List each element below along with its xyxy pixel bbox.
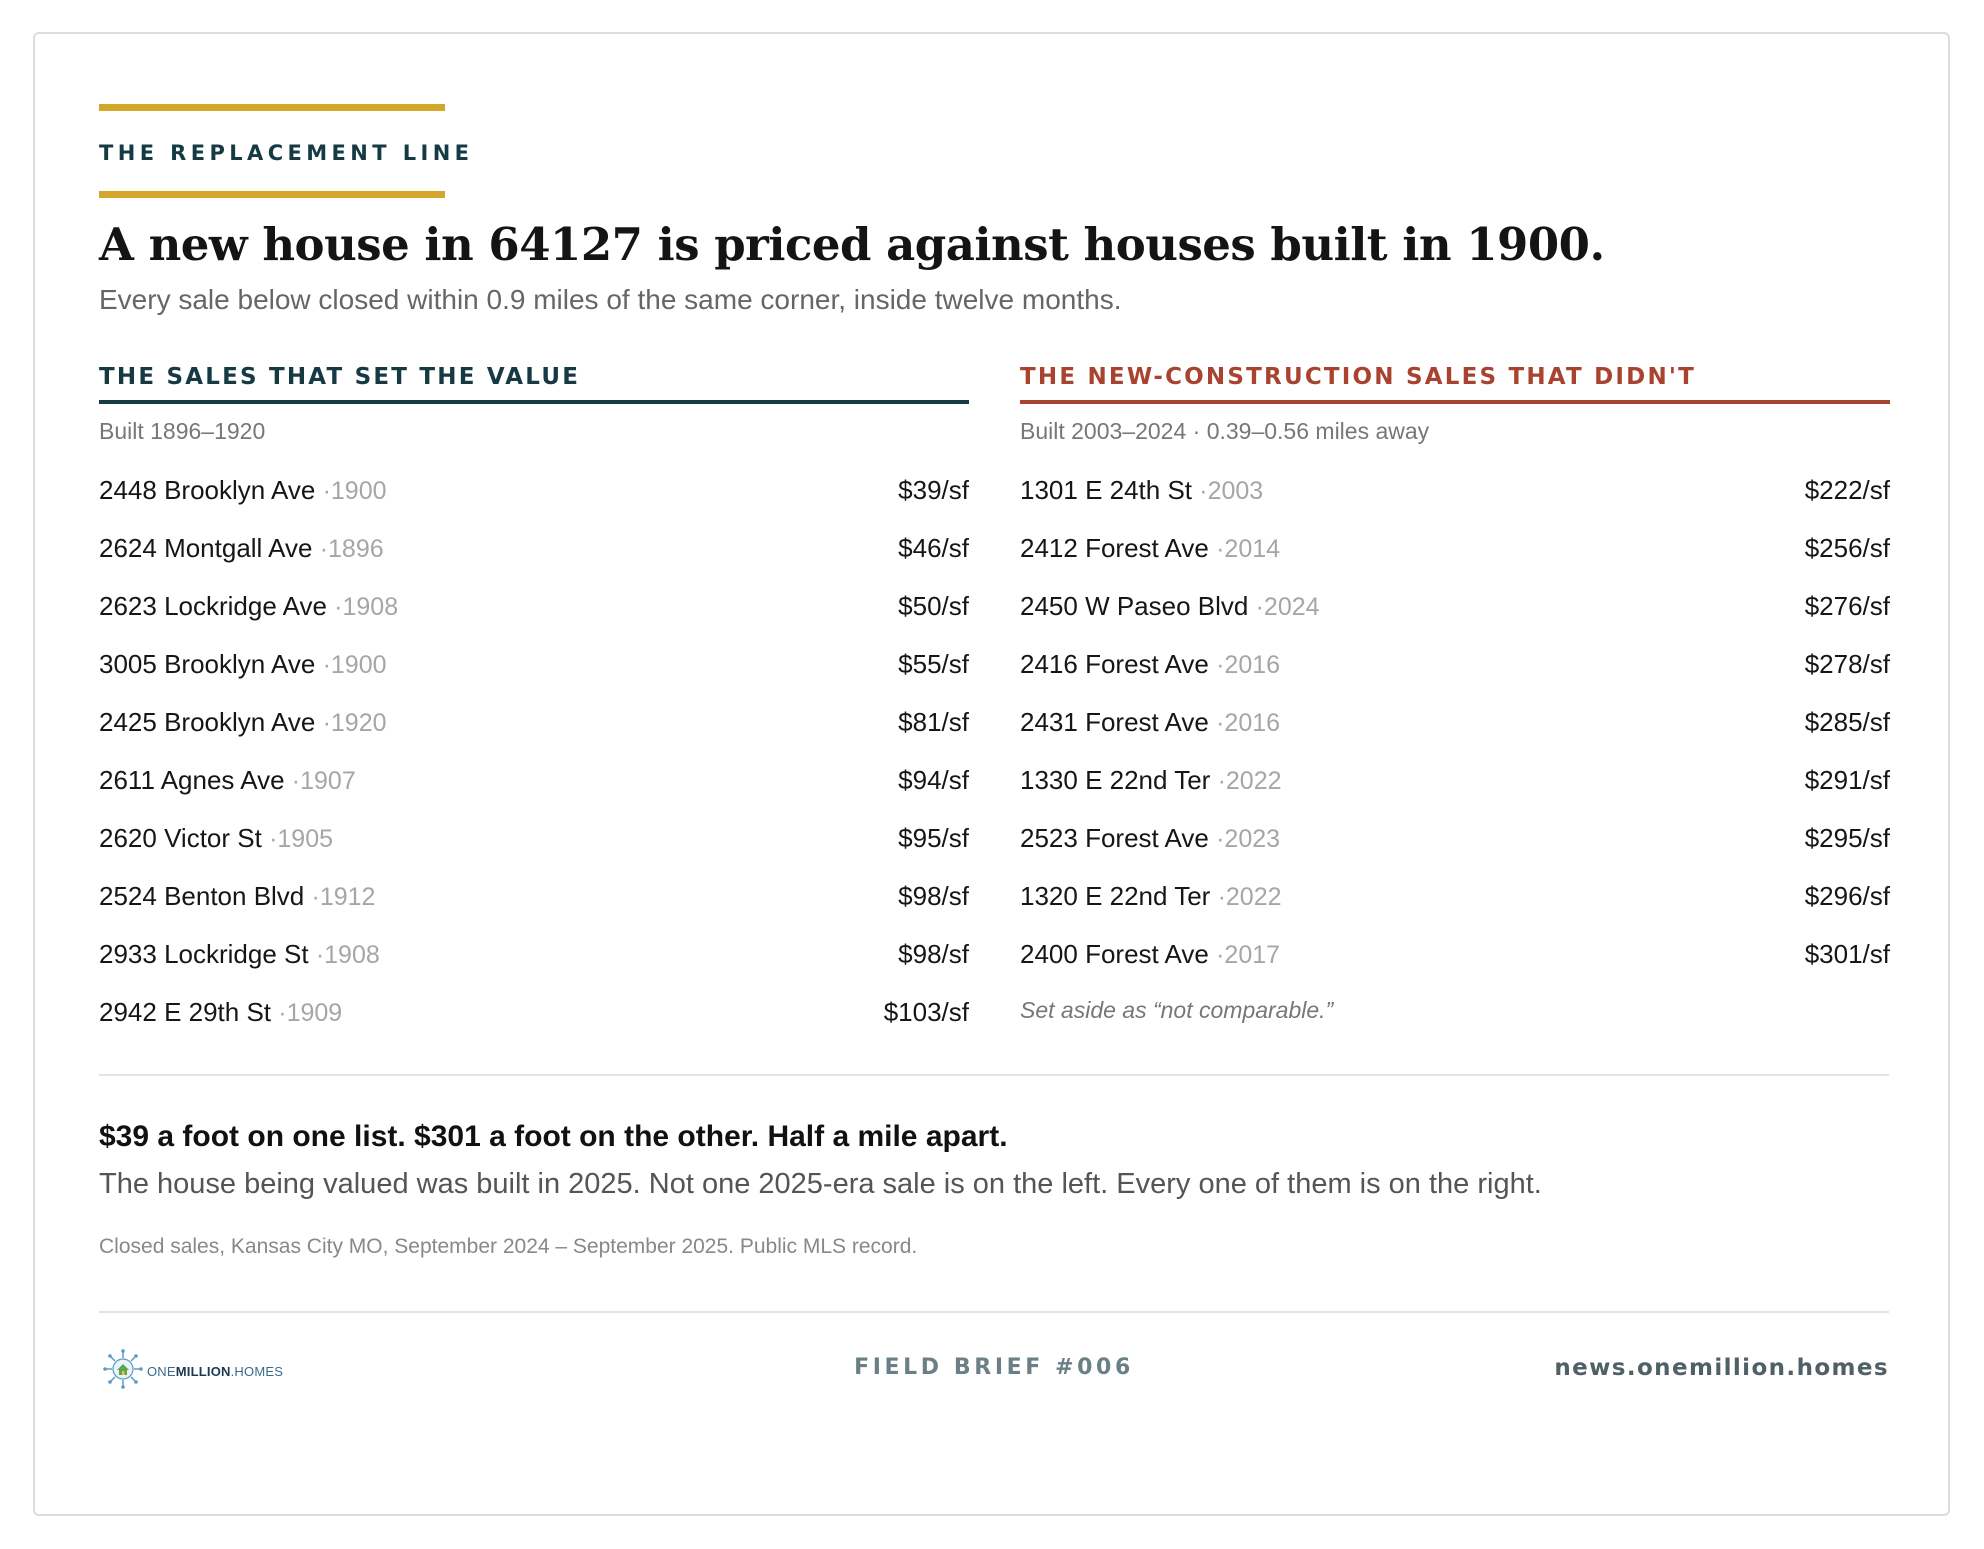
sale-address-group	[99, 577, 398, 636]
sale-address: 2933 Lockridge St	[99, 938, 309, 969]
sale-address-group	[1020, 809, 1280, 868]
sale-address: 2523 Forest Ave	[1020, 822, 1209, 853]
brief-content	[99, 104, 1889, 1423]
right-sale-row	[1020, 519, 1890, 577]
left-column-subtitle: Built 1896–1920	[99, 417, 266, 444]
sale-year-built: ·2014	[1216, 534, 1281, 563]
sale-address-group	[99, 635, 387, 694]
sale-price-per-sqft: $222/sf	[1804, 474, 1890, 505]
sale-address-group	[99, 809, 333, 868]
headline: A new house in 64127 is priced against houses built in 1900.	[99, 218, 1605, 271]
sale-price-per-sqft: $50/sf	[898, 590, 969, 621]
sale-year-built: ·2022	[1217, 882, 1282, 911]
sale-address-group	[99, 693, 387, 752]
sale-price-per-sqft: $295/sf	[1804, 822, 1890, 853]
sale-address-group	[99, 867, 375, 926]
left-sale-row	[99, 519, 969, 577]
sale-price-per-sqft: $98/sf	[898, 938, 969, 969]
sale-address: 2620 Victor St	[99, 822, 262, 853]
right-sale-row	[1020, 693, 1890, 751]
right-sale-row	[1020, 577, 1890, 635]
sale-address-group	[1020, 751, 1282, 810]
sale-address: 2524 Benton Blvd	[99, 880, 305, 911]
sale-year-built: ·1909	[278, 998, 343, 1027]
sale-address-group	[1020, 925, 1280, 984]
right-sale-row	[1020, 751, 1890, 809]
divider	[99, 1074, 1889, 1076]
sale-address-group	[99, 925, 380, 984]
right-column	[1020, 364, 1890, 1024]
sale-address: 2942 E 29th St	[99, 996, 272, 1027]
sale-address: 2416 Forest Ave	[1020, 648, 1209, 679]
left-sale-row	[99, 809, 969, 867]
sale-address: 2623 Lockridge Ave	[99, 590, 327, 621]
sale-price-per-sqft: $46/sf	[898, 532, 969, 563]
explanation: The house being valued was built in 2025. Not one 2025-era sale is on the left. Every one of them is on the right.	[99, 1167, 1542, 1200]
right-column-title: THE NEW-CONSTRUCTION SALES THAT DIDN'T	[1020, 364, 1890, 404]
kicker-rule-bottom	[99, 191, 445, 198]
left-sale-row	[99, 461, 969, 519]
sale-year-built: ·1908	[334, 592, 399, 621]
sale-address: 1330 E 22nd Ter	[1020, 764, 1211, 795]
sale-address: 1320 E 22nd Ter	[1020, 880, 1211, 911]
sale-address: 2412 Forest Ave	[1020, 532, 1209, 563]
source-note: Closed sales, Kansas City MO, September 2024 – September 2025. Public MLS record.	[99, 1234, 918, 1258]
subhead: Every sale below closed within 0.9 miles of the same corner, inside twelve months.	[99, 283, 1122, 315]
sale-price-per-sqft: $103/sf	[883, 996, 969, 1027]
sale-address: 2425 Brooklyn Ave	[99, 706, 316, 737]
sale-address-group	[1020, 693, 1280, 752]
sale-price-per-sqft: $301/sf	[1804, 938, 1890, 969]
right-sale-row	[1020, 809, 1890, 867]
left-sales-list	[99, 461, 969, 1041]
left-column	[99, 364, 969, 1041]
sale-address: 2400 Forest Ave	[1020, 938, 1209, 969]
sale-price-per-sqft: $94/sf	[898, 764, 969, 795]
sale-address: 2611 Agnes Ave	[99, 764, 285, 795]
sale-year-built: ·2016	[1216, 708, 1281, 737]
sale-price-per-sqft: $55/sf	[898, 648, 969, 679]
sale-year-built: ·1896	[319, 534, 384, 563]
field-brief-label: FIELD BRIEF #006	[854, 1354, 1134, 1380]
right-sale-row	[1020, 867, 1890, 925]
sale-address-group	[1020, 519, 1280, 578]
sale-address-group	[99, 983, 342, 1042]
sale-address: 3005 Brooklyn Ave	[99, 648, 316, 679]
sale-price-per-sqft: $276/sf	[1804, 590, 1890, 621]
comparison-columns	[99, 364, 1889, 1064]
sale-address-group	[1020, 635, 1280, 694]
sale-year-built: ·2017	[1216, 940, 1281, 969]
sale-address-group	[99, 519, 384, 578]
sale-price-per-sqft: $98/sf	[898, 880, 969, 911]
sale-price-per-sqft: $81/sf	[898, 706, 969, 737]
sale-address-group	[1020, 577, 1320, 636]
left-sale-row	[99, 925, 969, 983]
sale-address-group	[1020, 461, 1263, 520]
sale-address: 2624 Montgall Ave	[99, 532, 313, 563]
left-sale-row	[99, 693, 969, 751]
footer	[99, 1313, 1889, 1423]
kicker-rule-top	[99, 104, 445, 111]
sale-year-built: ·2016	[1216, 650, 1281, 679]
sale-price-per-sqft: $278/sf	[1804, 648, 1890, 679]
right-sale-row	[1020, 635, 1890, 693]
left-sale-row	[99, 983, 969, 1041]
right-sale-row	[1020, 461, 1890, 519]
left-sale-row	[99, 577, 969, 635]
sale-year-built: ·1912	[311, 882, 376, 911]
brief-card	[33, 32, 1950, 1516]
sale-year-built: ·1900	[322, 476, 387, 505]
sale-address-group	[99, 461, 387, 520]
sale-year-built: ·1905	[269, 824, 334, 853]
sale-address: 1301 E 24th St	[1020, 474, 1193, 505]
sale-address: 2448 Brooklyn Ave	[99, 474, 316, 505]
left-sale-row	[99, 751, 969, 809]
sale-year-built: ·2003	[1199, 476, 1264, 505]
sale-price-per-sqft: $296/sf	[1804, 880, 1890, 911]
left-sale-row	[99, 635, 969, 693]
sale-address: 2450 W Paseo Blvd	[1020, 590, 1249, 621]
right-column-note: Set aside as “not comparable.”	[1020, 996, 1334, 1023]
right-sales-list	[1020, 461, 1890, 983]
sale-price-per-sqft: $285/sf	[1804, 706, 1890, 737]
punchline: $39 a foot on one list. $301 a foot on the other. Half a mile apart.	[99, 1119, 1008, 1153]
left-column-title: THE SALES THAT SET THE VALUE	[99, 364, 969, 404]
sale-address-group	[99, 751, 356, 810]
sale-price-per-sqft: $291/sf	[1804, 764, 1890, 795]
kicker: THE REPLACEMENT LINE	[99, 141, 474, 165]
site-url: news.onemillion.homes	[1554, 1354, 1889, 1381]
sale-year-built: ·1908	[315, 940, 380, 969]
sale-year-built: ·2022	[1217, 766, 1282, 795]
sale-price-per-sqft: $39/sf	[898, 474, 969, 505]
sale-year-built: ·2024	[1255, 592, 1320, 621]
sale-year-built: ·1920	[322, 708, 387, 737]
sale-address: 2431 Forest Ave	[1020, 706, 1209, 737]
sale-year-built: ·1900	[322, 650, 387, 679]
left-sale-row	[99, 867, 969, 925]
sale-price-per-sqft: $256/sf	[1804, 532, 1890, 563]
sale-year-built: ·2023	[1216, 824, 1281, 853]
sale-price-per-sqft: $95/sf	[898, 822, 969, 853]
right-sale-row	[1020, 925, 1890, 983]
kicker-block	[99, 104, 473, 198]
brand-wordmark: ONEMILLION.HOMES	[147, 1363, 284, 1379]
sale-address-group	[1020, 867, 1282, 926]
sale-year-built: ·1907	[291, 766, 356, 795]
right-column-subtitle: Built 2003–2024 · 0.39–0.56 miles away	[1020, 417, 1430, 444]
